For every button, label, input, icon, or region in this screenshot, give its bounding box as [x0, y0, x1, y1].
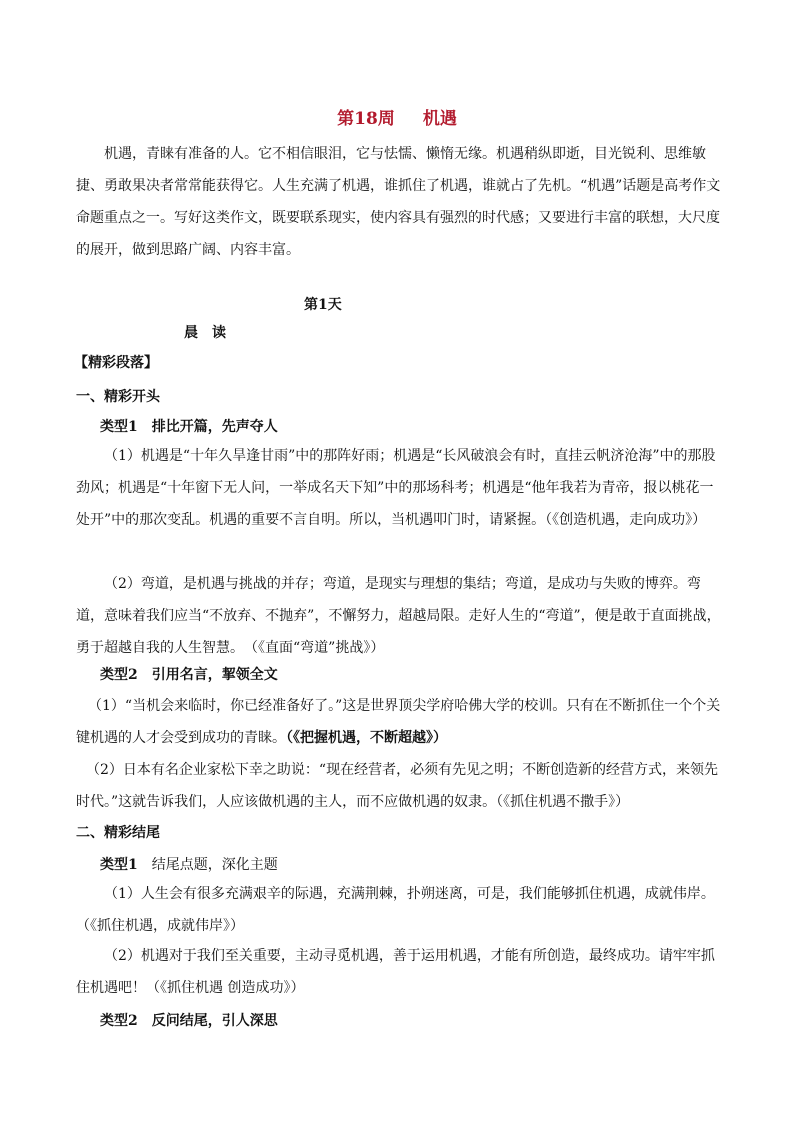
- item-text: （2）机遇对于我们至关重要，主动寻觅机遇，善于运用机遇，才能有所创造，最终成功。请牢牢抓住机遇吧！: [76, 948, 715, 996]
- intro-paragraph: 机遇，青睐有准备的人。它不相信眼泪，它与怯懦、懒惰无缘。机遇稍纵即逝，目光锐利、思维敏捷、勇敢果决者常常能获得它。人生充满了机遇，谁抓住了机遇，谁就占了先机。“机遇”话题是高考作文命题重点之一。写好这类作文，既要联系现实，使内容具有强烈的时代感；又要进行丰富的联想，大尺度的展开，做到思路广阔、内容丰富。: [76, 146, 721, 258]
- item-text: （2）日本有名企业家松下幸之助说：“现在经营者，必须有先见之明；不断创造新的经营方式，来领先时代。”这就告诉我们，人应该做机遇的主人，而不应做机遇的奴隶。（《抓住机遇不撒手》）: [76, 762, 719, 810]
- part2-type2: [100, 1010, 278, 1030]
- type-label: 类型2: [100, 1013, 138, 1029]
- type-label: 类型2: [100, 667, 138, 683]
- part1-type2: [100, 664, 278, 684]
- item-text: （1）“当机会来临时，你已经准备好了。”这是世界顶尖学府哈佛大学的校训。只有在不断抓住一个个关键机遇的人才会受到成功的青睐。: [76, 698, 721, 746]
- part1-type1-item-2: （2）弯道，是机遇与挑战的并存；弯道，是现实与理想的集结；弯道，是成功与失败的博弈。弯道，意味着我们应当“不放弃、不抛弃”，不懈努力，超越局限。走好人生的“弯道”，便是敢于直面挑战，勇于超越自我的人生智慧。 （《直面“弯道”挑战》）: [76, 576, 721, 656]
- part1-type1-item-1: （1）机遇是“十年久旱逢甘雨”中的那阵好雨；机遇是“长风破浪会有时，直挂云帆济沧海”中的那股劲风；机遇是“十年窗下无人问，一举成名天下知”中的那场科考；机遇是“他年我若为青帝，报以桃花一处开”中的那次变乱。机遇的重要不言自明。所以，当机遇叩门时，请紧握。（《创造机遇，走向成功》）: [76, 448, 716, 528]
- part2-type1: [100, 854, 278, 874]
- part1-heading: 一、精彩开头: [76, 389, 160, 405]
- part2-type1-item-2: [76, 940, 726, 1004]
- title-week: 第18周: [337, 109, 395, 129]
- type-title: 结尾点题，深化主题: [151, 857, 278, 873]
- title-topic: 机遇: [422, 109, 457, 129]
- item-source: （《把握机遇，不断超越》）: [286, 730, 447, 746]
- part1-type2-item-1: [76, 690, 726, 754]
- section-label: 【精彩段落】: [74, 355, 158, 371]
- part2-heading: 二、精彩结尾: [76, 825, 160, 841]
- part1-type2-item-2: [76, 754, 726, 818]
- part2-type1-item-1: （1）人生会有很多充满艰辛的际遇，充满荆棘，扑朔迷离，可是，我们能够抓住机遇，成就伟岸。（《抓住机遇，成就伟岸》）: [76, 886, 715, 934]
- day-label: 第1天: [304, 297, 342, 313]
- type-title: 反问结尾，引人深思: [151, 1013, 278, 1029]
- type-title: 引用名言，挈领全文: [151, 667, 278, 683]
- page-title: [0, 104, 794, 129]
- part1-type1: [100, 416, 278, 436]
- type-label: 类型1: [100, 419, 138, 435]
- type-label: 类型1: [100, 857, 138, 873]
- item-source: （《抓住机遇 创造成功》）: [146, 980, 305, 996]
- type-title: 排比开篇，先声夺人: [151, 419, 278, 435]
- session-label: 晨 读: [184, 325, 226, 341]
